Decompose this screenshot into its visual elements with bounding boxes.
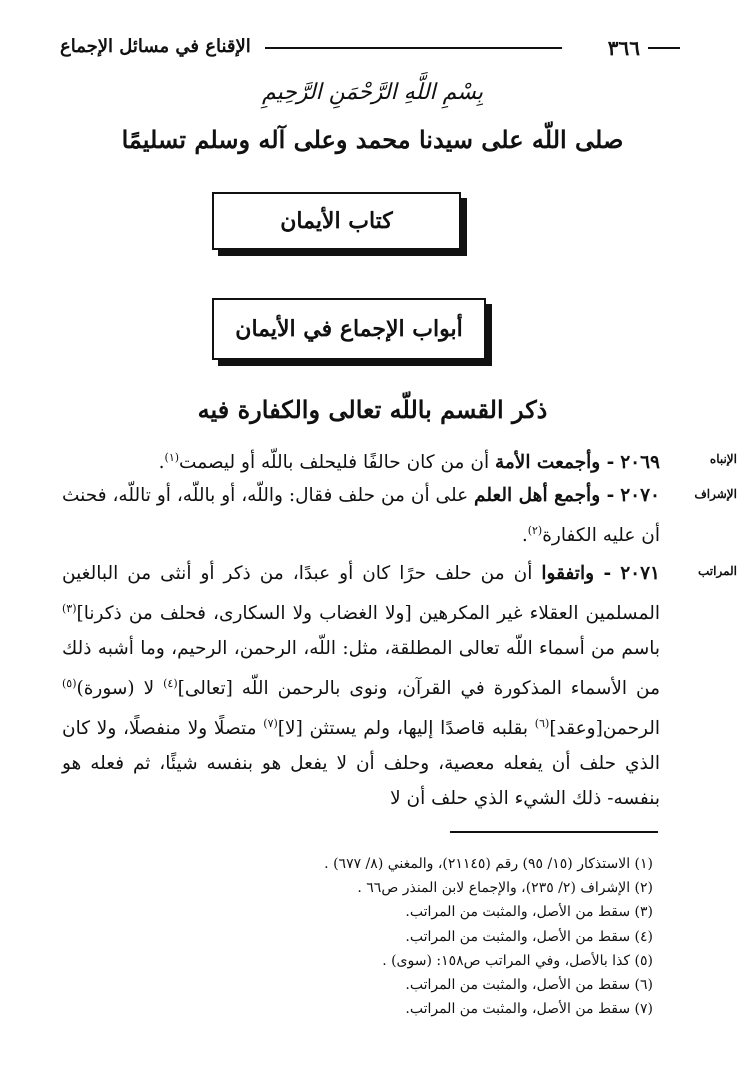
entry-text: على أن من حلف فقال: واللّه، أو باللّه، أو تاللّه، فحنث أن عليه الكفارة (62, 485, 660, 547)
footnote: (٦) سقط من الأصل، والمثبت من المراتب. (405, 977, 653, 994)
margin-source-label: الإنباه (709, 452, 737, 466)
book-title-box (212, 192, 461, 250)
entry-paragraph: ٢٠٦٩ - وأجمعت الأمة أن من كان حالفًا فليحلف باللّه أو ليصمت$^{(١)}$. (158, 451, 660, 474)
entry-lead: وأجمعت الأمة (494, 452, 601, 474)
footnote-separator (450, 831, 658, 833)
book-title: كتاب الأيمان (280, 208, 393, 234)
footnote: (١) الاستذكار (١٥/ ٩٥) رقم (٢١١٤٥)، والمغني (٨/ ٦٧٧) . (324, 856, 653, 872)
entry-lead: وأجمع أهل العلم (474, 485, 601, 506)
section-title: ذكر القسم باللّه تعالى والكفارة فيه (197, 395, 548, 424)
footnote-ref: (١) (164, 451, 180, 464)
entry-number: ٢٠٧١ (620, 563, 660, 584)
salawat-line: صلى اللّه على سيدنا محمد وعلى آله وسلم تسليمًا (121, 125, 624, 154)
footnote-ref: (٧) (263, 717, 278, 731)
footnotes-list (93, 852, 653, 1021)
header-dash (648, 47, 680, 49)
entry-number: ٢٠٧٠ (620, 485, 660, 506)
footnote: (٧) سقط من الأصل، والمثبت من المراتب. (405, 1001, 653, 1018)
margin-source-label: الإشراف (694, 487, 737, 501)
header-rule (265, 47, 562, 49)
entry-number: ٢٠٦٩ (620, 452, 660, 474)
margin-source-label: المراتب (697, 564, 737, 578)
basmala: بِسْمِ اللَّهِ الرَّحْمَنِ الرَّحِيمِ (261, 80, 484, 105)
footnote-ref: (٦) (534, 717, 550, 731)
page-number: ٣٦٦ (607, 36, 640, 60)
entry-paragraph: ٢٠٧٠ - وأجمع أهل العلم على أن من حلف فقال: واللّه، أو باللّه، أو تاللّه، فحنث أن عليه الكفارة$^{(٢)}$. (62, 485, 660, 547)
footnote-ref: (٥) (62, 677, 77, 691)
footnote: (٥) كذا بالأصل، وفي المراتب ص١٥٨: (سوى) . (382, 952, 653, 969)
chapter-title-box (212, 298, 486, 360)
footnote-ref: (٤) (163, 677, 178, 691)
footnote: (٣) سقط من الأصل، والمثبت من المراتب. (405, 904, 653, 921)
running-header (60, 36, 680, 58)
running-title: الإقناع في مسائل الإجماع (60, 36, 251, 57)
entry-lead: واتفقوا (541, 563, 595, 584)
entry-paragraph: ٢٠٧١ - واتفقوا أن من حلف حرًا كان أو عبدًا، من ذكر أو أنثى من البالغين المسلمين العقلاء غير المكرهين [ولا الغضاب ولا السكارى، فحلف من ذكرنا]$^{(٣)}$ باسم من أسماء اللّه تعالى المطلقة، مثل: اللّه، الرحمن، الرحيم، وما أشبه ذلك من الأسماء المذكورة في القرآن، ونوى بالرحمن اللّه [تعالى]$^{(٤)}$ لا (سورة)$^{(٥)}$ الرحمن[وعقد]$^{(٦)}$ بقلبه قاصدًا إليها، ولم يستثن [لا]$^{(٧)}$ متصلًا ولا منفصلًا، ولا كان الذي حلف أن يفعله معصية، وحلف أن لا يفعل هو بنفسه شيئًا، ثم فعله هو بنفسه- ذلك الشيء الذي حلف أن لا (62, 563, 660, 810)
footnote-ref: (٢) (527, 524, 543, 537)
entry-text: أن من كان حالفًا فليحلف باللّه أو ليصمت (179, 452, 495, 474)
footnote: (٢) الإشراف (٢/ ٢٣٥)، والإجماع لابن المنذر ص٦٦ . (357, 880, 653, 897)
footnote-ref: (٣) (62, 602, 77, 615)
footnote: (٤) سقط من الأصل، والمثبت من المراتب. (405, 928, 653, 945)
entry-text: أن من حلف حرًا كان أو عبدًا، من ذكر أو أنثى من البالغين المسلمين العقلاء غير المكرهين [ولا الغضاب ولا السكارى، فحلف من ذكرنا] (62, 563, 660, 625)
chapter-title: أبواب الإجماع في الأيمان (235, 316, 463, 342)
